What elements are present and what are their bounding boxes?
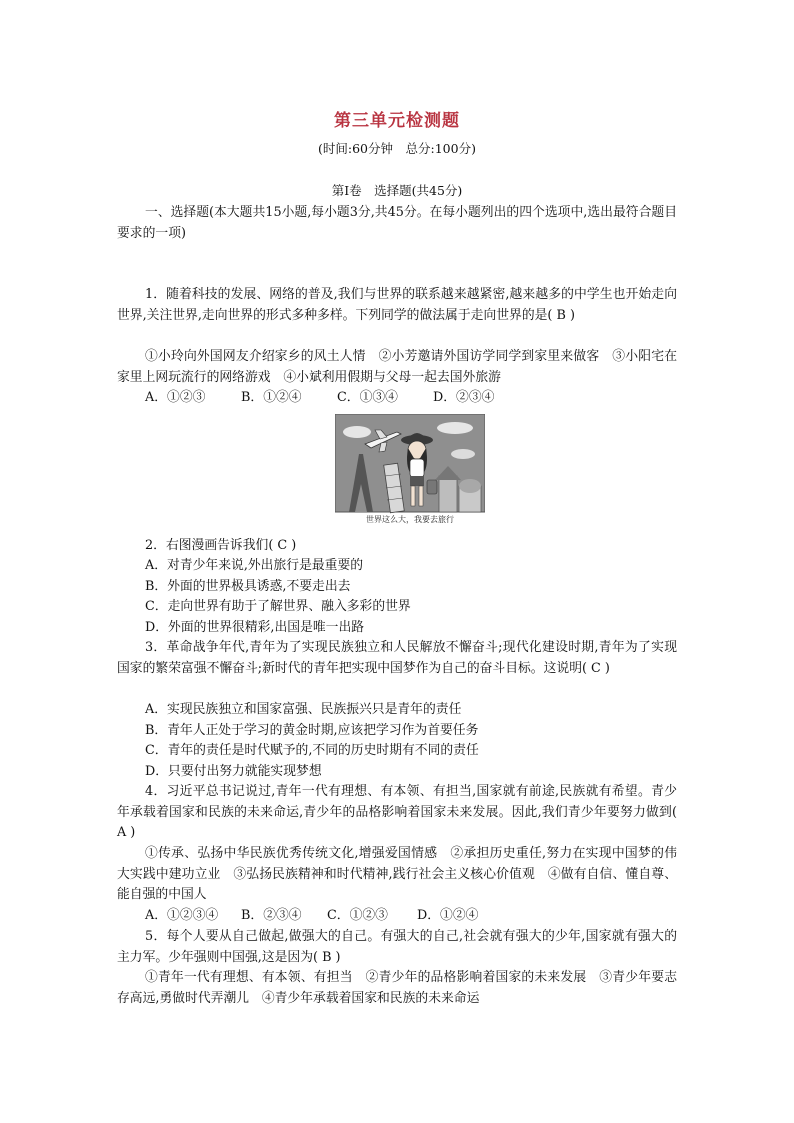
q4-stem: 4．习近平总书记说过,青年一代有理想、有本领、有担当,国家就有前途,民族就有希望。青少年承载着国家和民族的未来命运,青少年的品格影响着国家未来发展。因此,我们青少年要努力做到( A ) <box>117 784 677 841</box>
q3-option-b: B．青年人正处于学习的黄金时期,应该把学习作为首要任务 <box>145 723 479 738</box>
exam-time-score: (时间:60分钟 总分:100分) <box>318 141 476 156</box>
figure-caption: 世界这么大，我要去旅行 <box>366 515 454 524</box>
q2-option-d: D．外面的世界很精彩,出国是唯一出路 <box>145 620 365 635</box>
q4-items: ①传承、弘扬中华民族优秀传统文化,增强爱国情感 ②承担历史重任,努力在实现中国梦的伟大实践中建功立业 ③弘扬民族精神和时代精神,践行社会主义核心价值观 ④做有自信、懂自尊、能自强的中国人 <box>117 846 677 903</box>
q3-option-a: A．实现民族独立和国家富强、民族振兴只是青年的责任 <box>145 702 462 717</box>
q4-option-d: D．①②④ <box>417 908 479 923</box>
q1-option-b: B．①②④ <box>241 390 302 405</box>
q3-option-c: C．青年的责任是时代赋予的,不同的历史时期有不同的责任 <box>145 743 479 758</box>
q3-option-d: D．只要付出努力就能实现梦想 <box>145 764 322 779</box>
q4-option-b: B．②③④ <box>241 908 302 923</box>
q1-option-c: C．①③④ <box>337 390 398 405</box>
q1-stem: 1．随着科技的发展、网络的普及,我们与世界的联系越来越紧密,越来越多的中学生也开始走向世界,关注世界,走向世界的形式多种多样。下列同学的做法属于走向世界的是( B ) <box>117 287 677 323</box>
q4-option-c: C．①②③ <box>327 908 388 923</box>
q1-option-d: D．②③④ <box>433 390 495 405</box>
q4-options <box>117 906 705 927</box>
q2-option-a: A．对青少年来说,外出旅行是最重要的 <box>145 558 364 573</box>
section-heading: 第Ⅰ卷 选择题(共45分) <box>331 183 463 198</box>
q4-option-a: A．①②③④ <box>145 908 219 923</box>
q2-option-c: C．走向世界有助于了解世界、融入多彩的世界 <box>145 599 411 614</box>
q1-items: ①小玲向外国网友介绍家乡的风土人情 ②小芳邀请外国访学同学到家里来做客 ③小阳宅在家里上网玩流行的网络游戏 ④小斌利用假期与父母一起去国外旅游 <box>117 349 677 385</box>
q5-stem: 5．每个人要从自己做起,做强大的自己。有强大的自己,社会就有强大的少年,国家就有强大的主力军。少年强则中国强,这是因为( B ) <box>117 929 677 965</box>
q2-option-b: B．外面的世界极具诱惑,不要走出去 <box>145 579 351 594</box>
instructions: 一、选择题(本大题共15小题,每小题3分,共45分。在每小题列出的四个选项中,选出最符合题目要求的一项) <box>117 205 677 241</box>
travel-cartoon-image <box>335 414 485 526</box>
page-title: 第三单元检测题 <box>334 111 460 131</box>
q5-items: ①青年一代有理想、有本领、有担当 ②青少年的品格影响着国家的未来发展 ③青少年要志存高远,勇做时代弄潮儿 ④青少年承载着国家和民族的未来命运 <box>117 970 677 1006</box>
q3-stem: 3．革命战争年代,青年为了实现民族独立和人民解放不懈奋斗;现代化建设时期,青年为了实现国家的繁荣富强不懈奋斗;新时代的青年把实现中国梦作为自己的奋斗目标。这说明( C ) <box>117 640 677 676</box>
q1-options <box>117 388 705 409</box>
q1-option-a: A．①②③ <box>145 390 206 405</box>
q2-stem: 2．右图漫画告诉我们( C ) <box>145 538 297 553</box>
